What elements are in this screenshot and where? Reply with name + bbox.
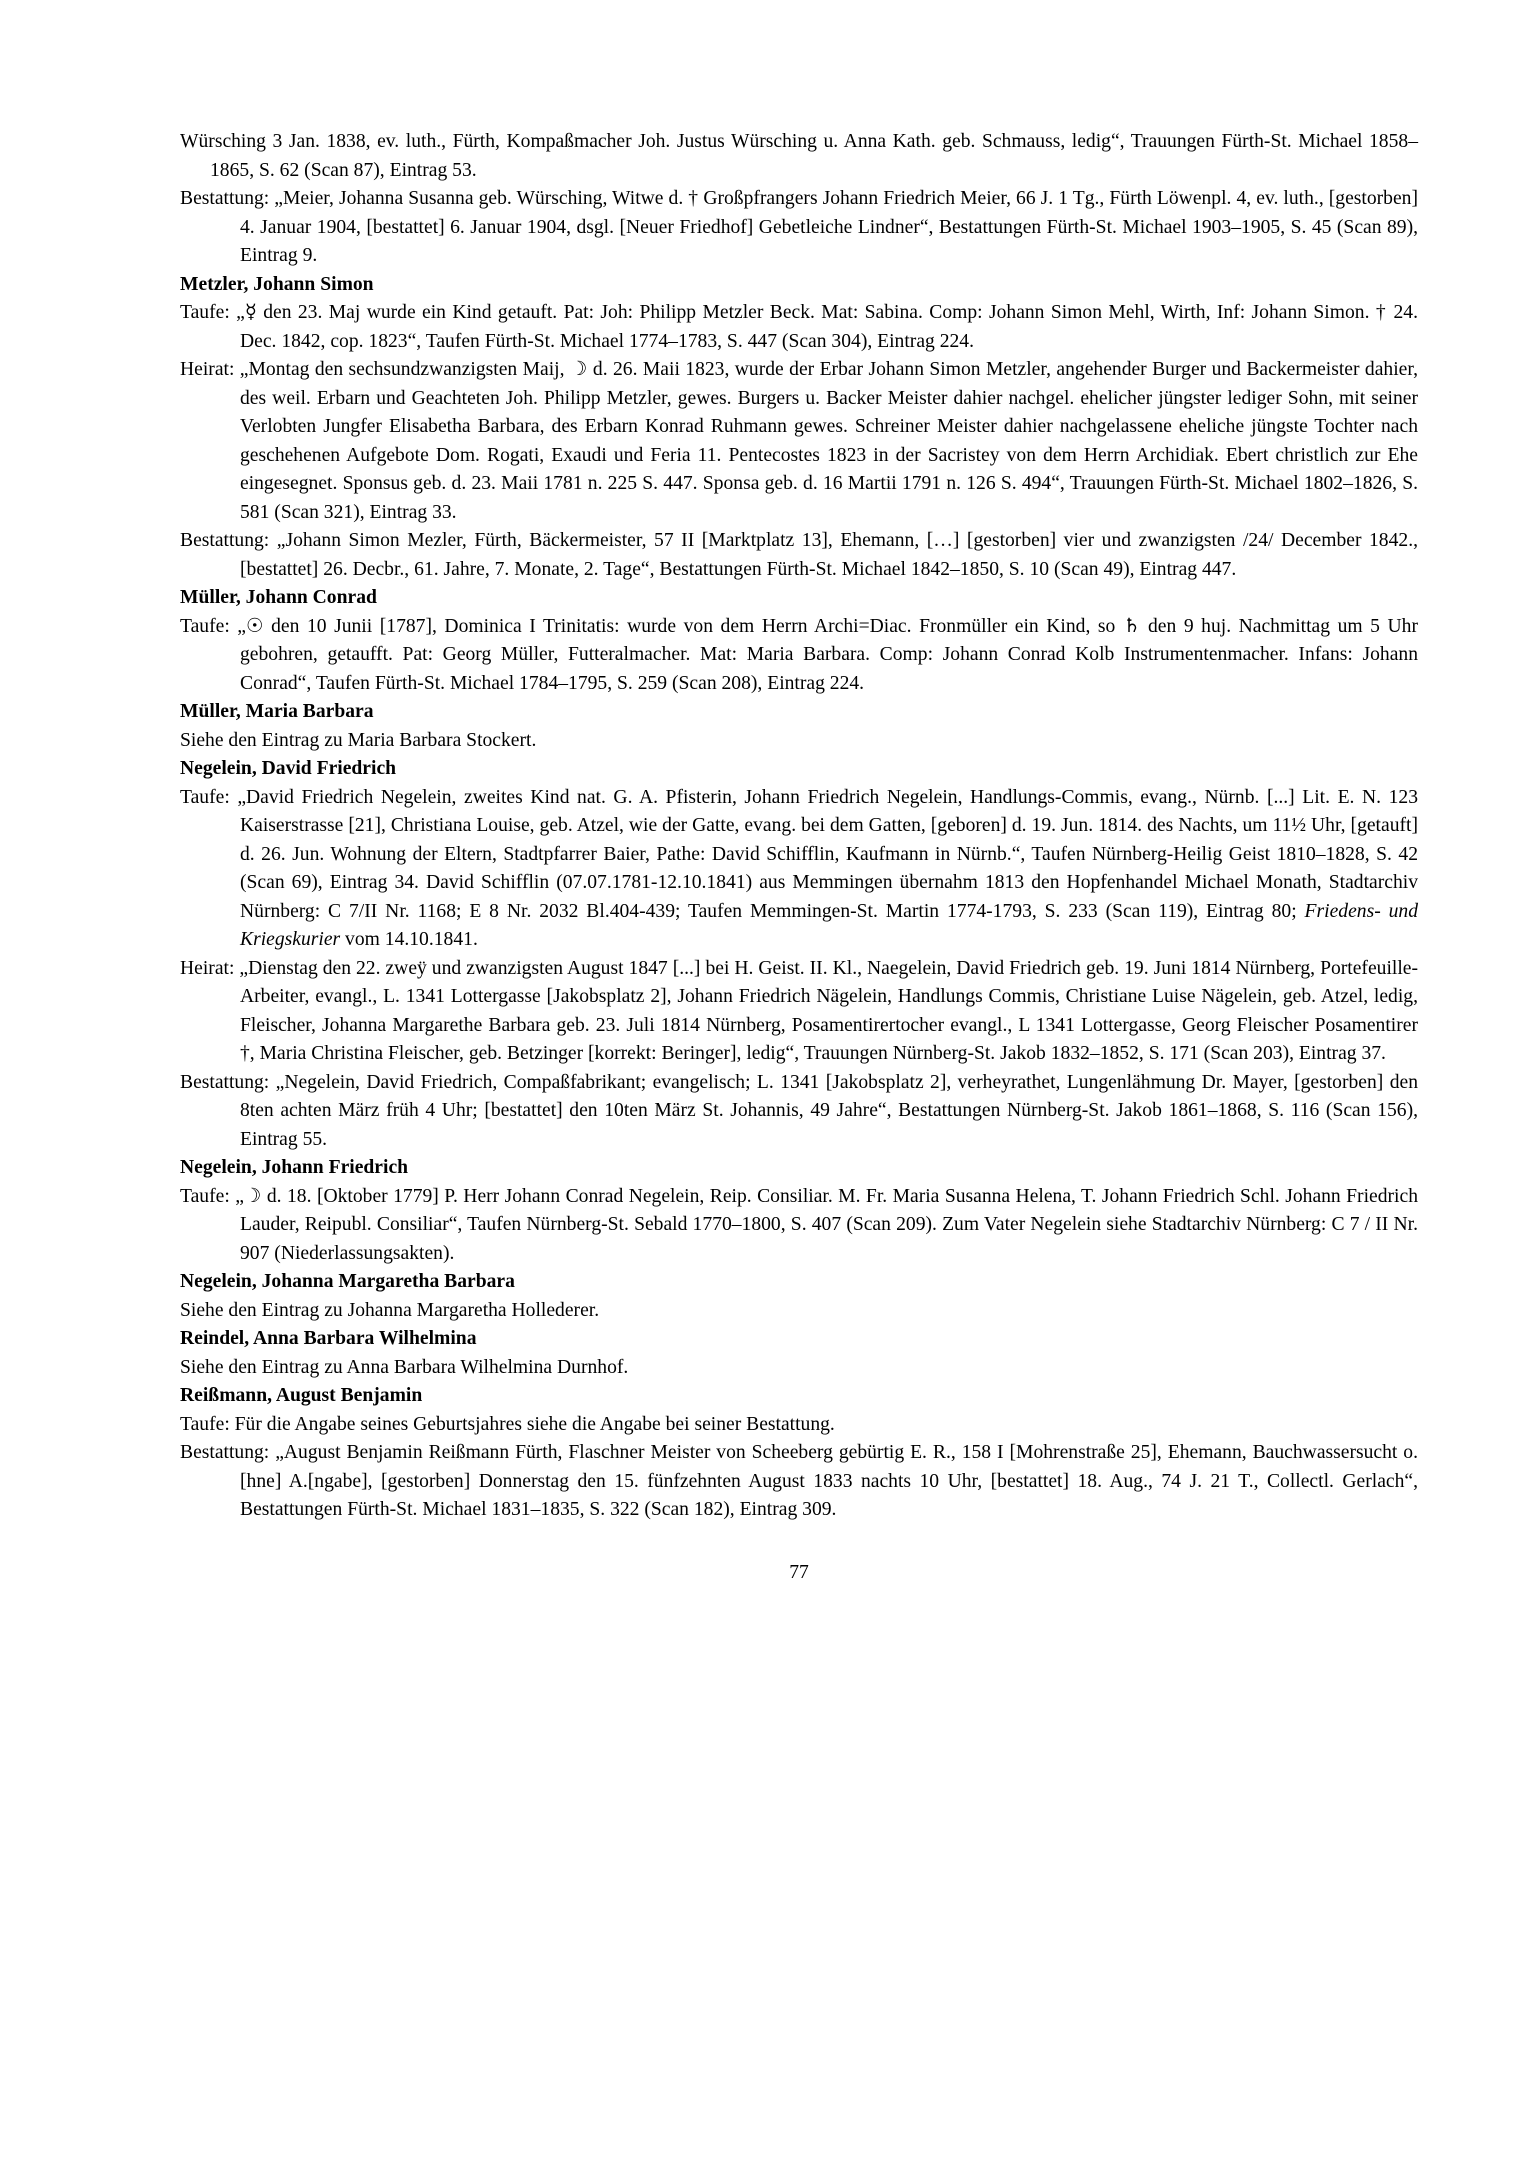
entry-heading-negelein-johanna-margaretha-barbara: Negelein, Johanna Margaretha Barbara [180, 1271, 515, 1292]
verweis-negelein-johanna-margaretha-barbara: Siehe den Eintrag zu Johanna Margaretha Hollederer. [180, 1299, 600, 1321]
bestattung-metzler: Bestattung: „Johann Simon Mezler, Fürth, Bäckermeister, 57 II [Marktplatz 13], Ehemann, […] [gestorben] vier und zwanzigsten /24/ December 1842., [bestattet] 26. Decbr., 61. Jahre, 7. Monate, 2. Tage“, Bestattungen Fürth-St. Michael 1842–1850, S. 10 (Scan 49), Eintrag 447. [180, 530, 1418, 580]
entry-heading-mueller-johann-conrad: Müller, Johann Conrad [180, 587, 377, 608]
verweis-mueller-maria-barbara: Siehe den Eintrag zu Maria Barbara Stockert. [180, 729, 537, 751]
heirat-metzler: Heirat: „Montag den sechsundzwanzigsten Maij, ☽ d. 26. Maii 1823, wurde der Erbar Johann Simon Metzler, angehender Burger und Backermeister dahier, des weil. Erbarn und Geachteten Joh. Philipp Metzler, gewes. Burgers u. Backer Meister dahier nachgel. ehelicher jüngster lediger Sohn, mit seiner Verlobten Jungfer Elisabetha Barbara, des Erbarn Konrad Ruhmann gewes. Schreiner Meister dahier nachgelassene eheliche jüngste Tochter nach geschehenen Aufgebote Dom. Rogati, Exaudi und Feria 11. Pentecostes 1823 in der Sacristey von dem Herrn Archidiak. Ebert christlich zur Ehe eingesegnet. Sponsus geb. d. 23. Maii 1781 n. 225 S. 447. Sponsa geb. d. 16 Martii 1791 n. 126 S. 494“, Trauungen Fürth-St. Michael 1802–1826, S. 581 (Scan 321), Eintrag 33. [180, 359, 1418, 523]
entry-heading-reissmann-august-benjamin: Reißmann, August Benjamin [180, 1385, 423, 1406]
taufe-negelein-johann-friedrich: Taufe: „☽ d. 18. [Oktober 1779] P. Herr Johann Conrad Negelein, Reip. Consiliar. M. Fr. Maria Susanna Helena, T. Johann Friedrich Schl. Johann Friedrich Lauder, Reipubl. Consiliar“, Taufen Nürnberg-St. Sebald 1770–1800, S. 407 (Scan 209). Zum Vater Negelein siehe Stadtarchiv Nürnberg: C 7 / II Nr. 907 (Niederlassungsakten). [180, 1185, 1418, 1264]
taufe-negelein-david-friedrich [180, 784, 1418, 955]
entry-heading-reindel-anna-barbara-wilhelmina: Reindel, Anna Barbara Wilhelmina [180, 1328, 477, 1349]
entry-heading-negelein-david-friedrich: Negelein, David Friedrich [180, 758, 397, 779]
bestattung-reissmann: Bestattung: „August Benjamin Reißmann Fürth, Flaschner Meister von Scheeberg gebürtig E. R., 158 I [Mohrenstraße 25], Ehemann, Bauchwassersucht o.[hne] A.[ngabe], [gestorben] Donnerstag den 15. fünfzehnten August 1833 nachts 10 Uhr, [bestattet] 18. Aug., 74 J. 21 T., Collectl. Gerlach“, Bestattungen Fürth-St. Michael 1831–1835, S. 322 (Scan 182), Eintrag 309. [180, 1442, 1418, 1520]
heirat-negelein-david-friedrich: Heirat: „Dienstag den 22. zweÿ und zwanzigsten August 1847 [...] bei H. Geist. II. Kl., Naegelein, David Friedrich geb. 19. Juni 1814 Nürnberg, Portefeuille-Arbeiter, evangl., L. 1341 Lottergasse [Jakobsplatz 2], Johann Friedrich Nägelein, Handlungs Commis, Christiane Luise Nägelein, geb. Atzel, ledig, Fleischer, Johanna Margarethe Barbara geb. 23. Juli 1814 Nürnberg, Posamentirertocher evangl., L 1341 Lottergasse, Georg Fleischer Posamentirer †, Maria Christina Fleischer, geb. Betzinger [korrekt: Beringer], ledig“, Trauungen Nürnberg-St. Jakob 1832–1852, S. 171 (Scan 203), Eintrag 37. [180, 957, 1418, 1064]
entry-heading-metzler-johann-simon: Metzler, Johann Simon [180, 273, 374, 295]
taufe-negelein-source-italic: Friedens- und Kriegskurier [240, 900, 1418, 950]
taufe-negelein-main-text: Taufe: „David Friedrich Negelein, zweites Kind nat. G. A. Pfisterin, Johann Friedrich Negelein, Handlungs-Commis, evang., Nürnb. [...] Lit. E. N. 123 Kaiserstrasse [21], Christiana Louise, geb. Atzel, wie der Gatte, evang. bei dem Gatten, [geboren] d. 19. Jun. 1814. des Nachts, um 11½ Uhr, [getauft] d. 26. Jun. Wohnung der Eltern, Stadtpfarrer Baier, Pathe: David Schifflin, Kaufmann in Nürnb.“, Taufen Nürnberg-Heilig Geist 1810–1828, S. 42 (Scan 69), Eintrag 34. David Schifflin (07.07.1781-12.10.1841) aus Memmingen übernahm 1813 den Hopfenhandel Michael Monath, Stadtarchiv Nürnberg: C 7/II Nr. 1168; E 8 Nr. 2032 Bl.404-439; Taufen Memmingen-St. Martin 1774-1793, S. 233 (Scan 119), Eintrag 80; [180, 786, 1418, 922]
taufe-negelein-tail-text: vom 14.10.1841. [340, 929, 478, 950]
taufe-reissmann: Taufe: Für die Angabe seines Geburtsjahres siehe die Angabe bei seiner Bestattung. [180, 1413, 835, 1435]
taufe-metzler: Taufe: „☿ den 23. Maj wurde ein Kind getauft. Pat: Joh: Philipp Metzler Beck. Mat: Sabina. Comp: Johann Simon Mehl, Wirth, Inf: Johann Simon. † 24. Dec. 1842, cop. 1823“, Taufen Fürth-St. Michael 1774–1783, S. 447 (Scan 304), Eintrag 224. [180, 302, 1418, 352]
entry-heading-mueller-maria-barbara: Müller, Maria Barbara [180, 701, 374, 722]
bestattung-negelein-david-friedrich: Bestattung: „Negelein, David Friedrich, Compaßfabrikant; evangelisch; L. 1341 [Jakobsplatz 2], verheyrathet, Lungenlähmung Dr. Mayer, [gestorben] den 8ten achten März früh 4 Uhr; [bestattet] den 10ten März St. Johannis, 49 Jahre“, Bestattungen Nürnberg-St. Jakob 1861–1868, S. 116 (Scan 156), Eintrag 55. [180, 1071, 1418, 1150]
taufe-mueller-johann-conrad: Taufe: „☉ den 10 Junii [1787], Dominica I Trinitatis: wurde von dem Herrn Archi=Diac. Fronmüller ein Kind, so ♄ den 9 huj. Nachmittag um 5 Uhr gebohren, getaufft. Pat: Georg Müller, Futteralmacher. Mat: Maria Barbara. Comp: Johann Conrad Kolb Instrumentenmacher. Infans: Johann Conrad“, Taufen Fürth-St. Michael 1784–1795, S. 259 (Scan 208), Eintrag 224. [180, 615, 1418, 694]
verweis-reindel-anna-barbara-wilhelmina: Siehe den Eintrag zu Anna Barbara Wilhelmina Durnhof. [180, 1356, 629, 1378]
bestattung-meier: Bestattung: „Meier, Johanna Susanna geb. Würsching, Witwe d. † Großpfrangers Johann Friedrich Meier, 66 J. 1 Tg., Fürth Löwenpl. 4, ev. luth., [gestorben] 4. Januar 1904, [bestattet] 6. Januar 1904, dsgl. [Neuer Friedhof] Gebetleiche Lindner“, Bestattungen Fürth-St. Michael 1903–1905, S. 45 (Scan 89), Eintrag 9. [180, 188, 1418, 266]
page-number: 77 [789, 1561, 809, 1583]
entry-heading-negelein-johann-friedrich: Negelein, Johann Friedrich [180, 1157, 409, 1178]
page-body [180, 128, 1418, 1587]
continuation-wuersching: Würsching 3 Jan. 1838, ev. luth., Fürth, Kompaßmacher Joh. Justus Würsching u. Anna Kath. geb. Schmauss, ledig“, Trauungen Fürth-St. Michael 1858–1865, S. 62 (Scan 87), Eintrag 53. [180, 131, 1418, 181]
